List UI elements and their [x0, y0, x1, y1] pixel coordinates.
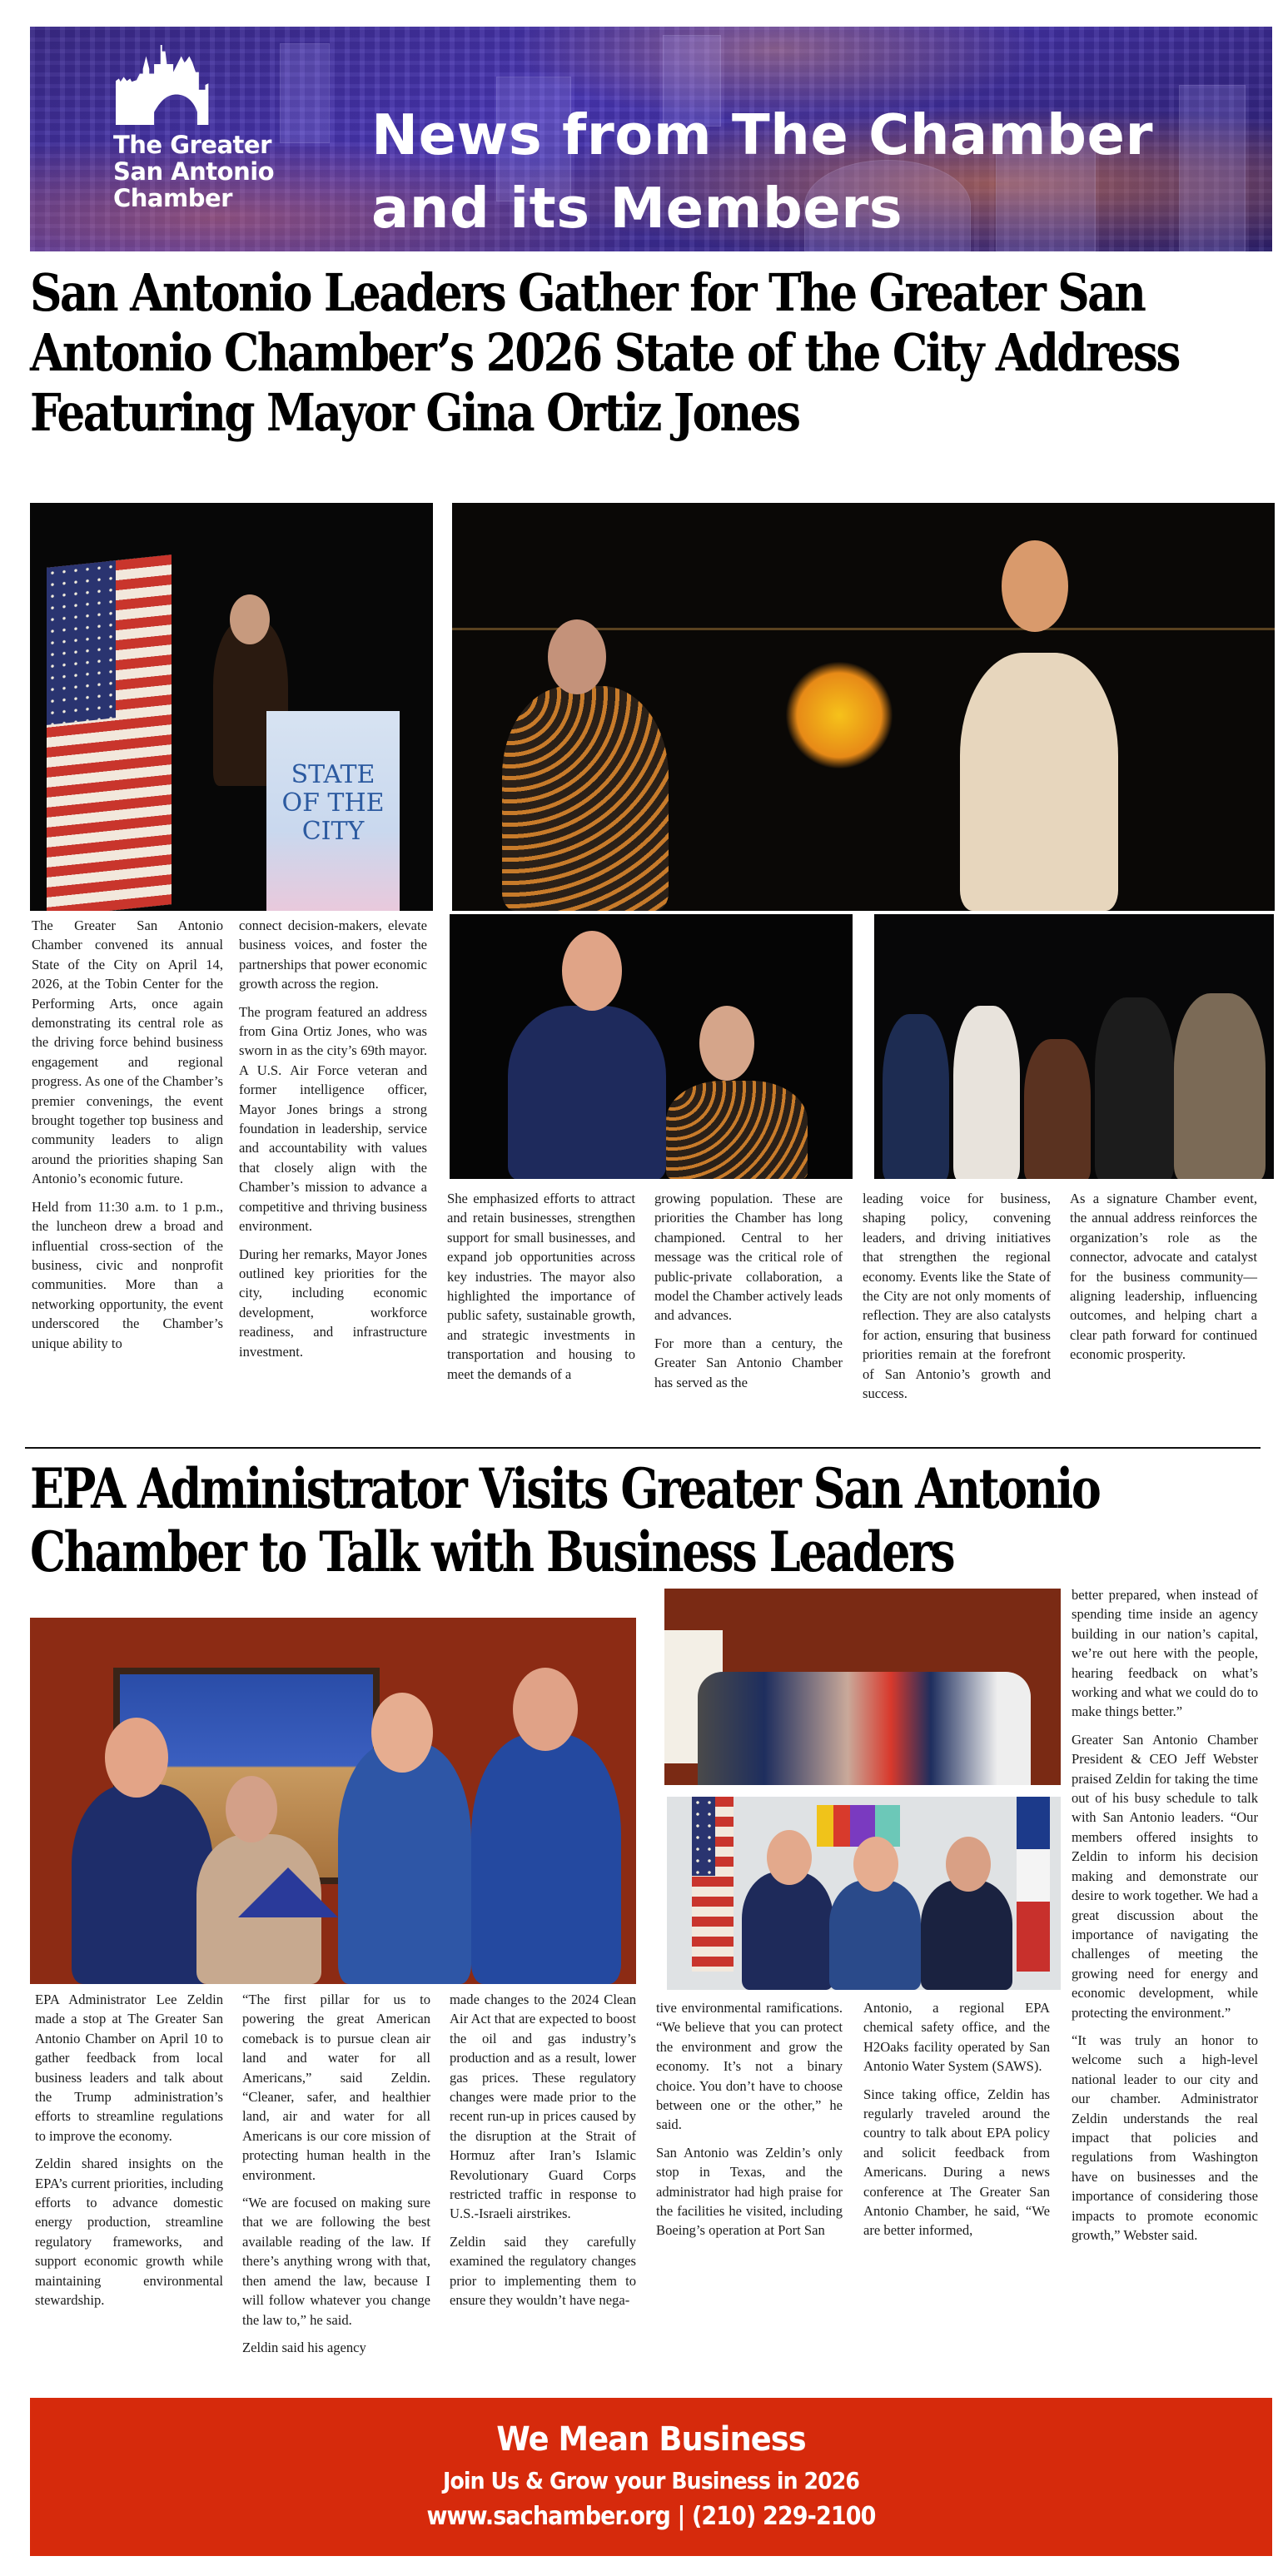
skyline-logo-icon — [113, 45, 238, 125]
person-figure — [1174, 993, 1266, 1179]
article-1-column — [1070, 1189, 1257, 1365]
paragraph: Zeldin shared insights on the EPA’s current priorities, including efforts to advance domestic energy production, streamline regulatory frameworks, and support economic growth while maintaining environmental stewardship. — [35, 2156, 223, 2309]
photo-group-business-leaders — [664, 1589, 1061, 1785]
photo-group-with-sashes — [874, 914, 1274, 1179]
logo-text-line: The Greater — [113, 131, 271, 159]
man-head — [562, 931, 622, 1011]
man-figure — [471, 1734, 621, 1984]
article-2-column — [656, 1998, 843, 2240]
photo-mayor-with-chamber-leader — [450, 914, 853, 1179]
paragraph: “We are focused on making sure that we are following the best available reading of the law. If there’s anything wrong with that, then amend the law, because I will follow whatever you change the law to,” he said. — [242, 2195, 430, 2328]
person-figure — [953, 1006, 1020, 1179]
article-2-column — [242, 1990, 430, 2357]
man-head — [946, 1837, 991, 1892]
administrator-head — [371, 1693, 433, 1773]
masthead-title-line: and its Members — [371, 176, 903, 241]
man-figure — [72, 1784, 213, 1984]
man-figure — [508, 1006, 666, 1179]
paragraph: She emphasized efforts to attract and retain businesses, strengthen support for small businesses, and expand job opportunities across key industries. The mayor also highlighted the importance of public safety, sustainable growth, and strategic investments in transportation and housing to meet the demands of a — [447, 1191, 635, 1382]
speaker-head — [230, 594, 270, 644]
article-2-column — [35, 1990, 223, 2310]
paragraph: Antonio, a regional EPA chemical safety office, and the H2Oaks facility operated by San Antonio Water System (SAWS). — [863, 2000, 1050, 2075]
mayor-head — [699, 1006, 754, 1081]
man-head — [767, 1830, 812, 1885]
ad-subtitle: Join Us & Grow your Business in 2026 — [442, 2467, 860, 2494]
paragraph: As a signature Chamber event, the annual address reinforces the organization’s role as the connector, advocate and catalyst for the business community—aligning leadership, influencing outcomes, and helping chart a clear path forward for continued economic prosperity. — [1070, 1191, 1257, 1363]
paragraph: Held from 11:30 a.m. to 1 p.m., the luncheon drew a broad and influential cross-section of the business, civic and nonprofit communities. More than a networking opportunity, the event underscored the Chamber’s unique ability to — [32, 1198, 223, 1351]
paragraph: made changes to the 2024 Clean Air Act that are expected to boost the oil and gas industry’s production and as a result, lower gas prices. These regulatory changes were made prior to the recent run-up in prices caused by the disruption at the Strait of Hormuz after Iran’s Islamic Revolutionary Guard Corps restricted traffic in response to U.S.-Israeli airstrikes. — [450, 1992, 636, 2222]
paragraph: “The first pillar for us to powering the great American comeback is to pursue clean air land and water for all Americans,” said Zeldin. “Cleaner, safer, and healthier land, air and water for all Americans is our core mission of protecting human health in the environment. — [242, 1992, 430, 2183]
person-figure — [1024, 1039, 1091, 1179]
mayor-head — [548, 619, 606, 694]
paragraph: For more than a century, the Greater San Antonio Chamber has served as the — [654, 1335, 843, 1390]
masthead-title — [371, 98, 1153, 245]
person-figure — [883, 1014, 949, 1179]
paragraph: better prepared, when instead of spending time inside an agency building in our nation’s capital, we’re out here with the people, hearing feedback on what’s working and what we could do to make things better.” — [1072, 1587, 1258, 1720]
section-divider — [25, 1447, 1261, 1449]
paragraph: San Antonio was Zeldin’s only stop in Texas, and the administrator had high praise for the facilities he visited, including Boeing’s operation at Port San — [656, 2144, 843, 2239]
us-flag — [692, 1797, 734, 1972]
man-figure — [921, 1880, 1012, 1990]
man-head — [513, 1668, 578, 1751]
paragraph: The Greater San Antonio Chamber convened its annual State of the City on April 14, 2026, at the Tobin Center for the Performing Arts, once again demonstrating its central role as the driving force behind business engagement and regional progress. As one of the Chamber’s premier convenings, the event brought together top business and community leaders to align around the priorities shaping San Antonio’s economic future. — [32, 918, 223, 1187]
person-figure — [1095, 997, 1174, 1179]
paragraph: tive environmental ramifications. “We believe that you can protect the environment and grow the economy. It’s not a binary choice. You don’t have to choose between one or the other,” he said. — [656, 2000, 843, 2133]
folded-flag-case — [238, 1867, 338, 1917]
article-1-column — [239, 916, 427, 1361]
host-figure — [960, 653, 1118, 911]
administrator-figure — [338, 1743, 471, 1984]
masthead-title-line: News from The Chamber — [371, 102, 1153, 167]
paragraph: growing population. These are priorities the Chamber has long championed. Central to her message was the critical role of public-private collaboration, a model the Chamber actively leads and advances. — [654, 1191, 843, 1324]
article-1-column — [32, 916, 223, 1353]
man-figure — [742, 1872, 833, 1990]
article-1-column — [654, 1189, 843, 1392]
article-1-headline: San Antonio Leaders Gather for The Greater San Antonio Chamber’s 2026 State of the City Address Featuring Mayor Gina Ortiz Jones — [30, 262, 1179, 443]
skyline-building — [1179, 85, 1246, 251]
photo-flag-presentation — [30, 1618, 636, 1984]
us-flag — [47, 554, 172, 911]
paragraph: The program featured an address from Gina Ortiz Jones, who was sworn in as the city’s 69th mayor. A U.S. Air Force veteran and former intelligence officer, Mayor Jones brings a strong foundation in leadership, service and accountability with values that closely align with the Chamber’s mission to advance a competitive and thriving business environment. — [239, 1003, 427, 1235]
mayor-figure — [502, 686, 669, 911]
podium-sign-text: STATE OF THE CITY — [281, 760, 385, 846]
logo-text-line: San Antonio — [113, 157, 275, 186]
paragraph: connect decision-makers, elevate business voices, and foster the partnerships that power economic growth across the region. — [239, 918, 427, 992]
photo-three-men-chamber-office — [667, 1797, 1061, 1990]
group-of-people — [698, 1672, 1031, 1785]
paragraph: Since taking office, Zeldin has regularly traveled around the country to talk about EPA policy and solicit feedback from Americans. During a news conference at The Greater San Antonio Chamber, he said, “We are better informed, — [863, 2086, 1050, 2239]
logo-text-line: Chamber — [113, 184, 232, 212]
article-2-headline: EPA Administrator Visits Greater San Antonio Chamber to Talk with Business Leaders — [30, 1456, 1100, 1584]
paragraph: Zeldin said his agency — [242, 2339, 366, 2355]
host-head — [1002, 540, 1068, 632]
photo-mayor-at-podium — [30, 503, 433, 911]
paragraph: “It was truly an honor to welcome such a high-level national leader to our city and our chamber. Administrator Zeldin understands the real impact that policies and regulations from Washington have on businesses and the importance of considering those impacts to promote economic growth,” Webster said. — [1072, 2031, 1258, 2243]
article-2-column — [863, 1998, 1050, 2240]
photo-onstage-conversation — [452, 503, 1275, 911]
paragraph: Greater San Antonio Chamber President & CEO Jeff Webster praised Zeldin for taking the time out of his busy schedule to talk with San Antonio leaders. “Our members offered insights to Zeldin to inform his decision making and demonstrate our desire to work together. We had a great discussion about the importance of navigating the challenges of meeting the growing need for energy and economic development, while protecting the environment.” — [1072, 1731, 1258, 2021]
podium-sign — [266, 711, 400, 911]
article-1-column — [447, 1189, 635, 1384]
article-1-column — [863, 1189, 1051, 1403]
texas-flag — [1017, 1797, 1050, 1972]
masthead-banner — [30, 27, 1272, 251]
mayor-figure — [666, 1081, 808, 1179]
paragraph: leading voice for business, shaping policy, convening leaders, and driving initiatives that strengthen the regional economy. Events like the State of the City are not only moments of reflection. They are also catalysts for action, ensuring that business priorities remain at the forefront of San Antonio’s growth and success. — [863, 1191, 1051, 1402]
chamber-logo — [113, 45, 330, 248]
man-head — [105, 1718, 168, 1798]
article-2-column — [1072, 1585, 1258, 2245]
administrator-figure — [829, 1880, 921, 1990]
administrator-head — [853, 1837, 898, 1892]
paragraph: Zeldin said they carefully examined the regulatory changes prior to implementing them to ensure they wouldn’t have nega- — [450, 2233, 636, 2309]
ad-title: We Mean Business — [496, 2420, 806, 2459]
paragraph: During her remarks, Mayor Jones outlined key priorities for the city, including economic development, workforce readiness, and infrastructure investment. — [239, 1246, 427, 1360]
flower-arrangement — [785, 661, 893, 769]
woman-head — [226, 1776, 277, 1842]
article-2-column — [450, 1990, 636, 2310]
ad-contact-link[interactable]: www.sachamber.org | (210) 229-2100 — [426, 2502, 876, 2531]
membership-ad-banner — [30, 2398, 1272, 2556]
paragraph: EPA Administrator Lee Zeldin made a stop at The Greater San Antonio Chamber on April 10 to gather feedback from local business leaders and talk about the Trump administration’s efforts to streamline regulations to improve the economy. — [35, 1992, 223, 2144]
